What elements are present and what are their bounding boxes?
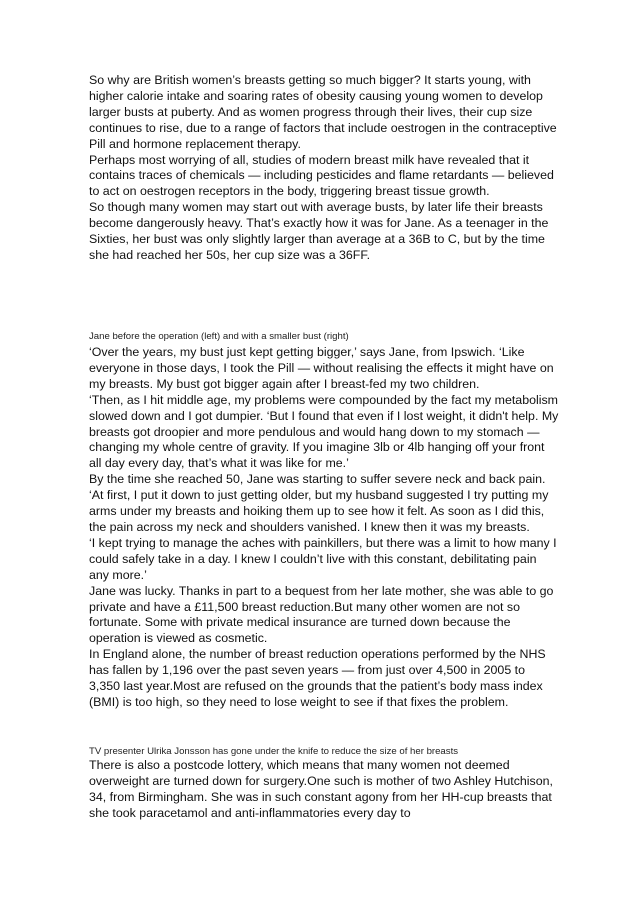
image-caption-jane <box>89 331 559 343</box>
paragraph: ‘I kept trying to manage the aches with painkillers, but there was a limit to how many I could safely take in a day. I knew I couldn’t live with this constant, debilitating pain any more.’ <box>89 535 557 582</box>
article-text <box>89 758 559 822</box>
article-section-postcode-lottery <box>89 758 559 822</box>
paragraph: ‘Then, as I hit middle age, my problems were compounded by the fact my metabolism slowed down and I got dumpier. ‘But I found that even if I lost weight, it didn't help. My breasts got droopier and more pendulous and would hang down to my stomach — changing my whole centre of gravity. If you imagine 3lb or 4lb hanging off your front all day every day, that’s what it was like for me.’ <box>89 392 559 471</box>
paragraph: Jane was lucky. Thanks in part to a bequest from her late mother, she was able to go private and have a £11,500 breast reduction.But many other women are not so fortunate. Some with private medical insurance are turned down because the operation is viewed as cosmetic. <box>89 583 554 646</box>
paragraph: ‘Over the years, my bust just kept getting bigger,’ says Jane, from Ipswich. ‘Like everyone in those days, I took the Pill — without realising the effects it might have on my breasts. My bust got bigger again after I breast-fed my two children. <box>89 345 554 391</box>
caption-text: Jane before the operation (left) and with a smaller bust (right) <box>89 331 349 342</box>
article-text <box>89 345 559 711</box>
caption-text: TV presenter Ulrika Jonsson has gone under the knife to reduce the size of her breasts <box>89 746 459 757</box>
paragraph: So though many women may start out with average busts, by later life their breasts become dangerously heavy. That’s exactly how it was for Jane. As a teenager in the Sixties, her bust was only slightly larger than average at a 36B to C, but by the time she had reached her 50s, her cup size was a 36FF. <box>89 200 549 262</box>
paragraph: By the time she reached 50, Jane was starting to suffer severe neck and back pain. ‘At first, I put it down to just getting older, but my husband suggested I try putting my arms under my breasts and hoiking them up to see how it felt. As soon as I did this, the pain across my neck and shoulders vanished. I knew then it was my breasts. <box>89 472 549 534</box>
paragraph: So why are British women’s breasts getting so much bigger? It starts young, with higher calorie intake and soaring rates of obesity causing young women to develop larger busts at puberty. And as women progress through their lives, their cup size continues to rise, due to a range of factors that include oestrogen in the contraceptive Pill and hormone replacement therapy. <box>89 73 557 151</box>
article-section-intro <box>89 73 559 264</box>
paragraph: In England alone, the number of breast reduction operations performed by the NHS has fallen by 1,196 over the past seven years — from just over 4,500 in 2005 to 3,350 last year.Most are refused on the grounds that the patient’s body mass index (BMI) is too high, so they need to lose weight to see if that fixes the problem. <box>89 647 546 709</box>
paragraph: Perhaps most worrying of all, studies of modern breast milk have revealed that it contains traces of chemicals — including pesticides and flame retardants — believed to act on oestrogen receptors in the body, triggering breast tissue growth. <box>89 152 554 199</box>
article-text <box>89 73 559 264</box>
paragraph: There is also a postcode lottery, which means that many women not deemed overweight are turned down for surgery.One such is mother of two Ashley Hutchison, 34, from Birmingham. She was in such constant agony from her HH-cup breasts that she took paracetamol and anti-inflammatories every day to <box>89 758 553 820</box>
article-section-jane <box>89 345 559 711</box>
image-caption-ulrika <box>89 746 559 758</box>
